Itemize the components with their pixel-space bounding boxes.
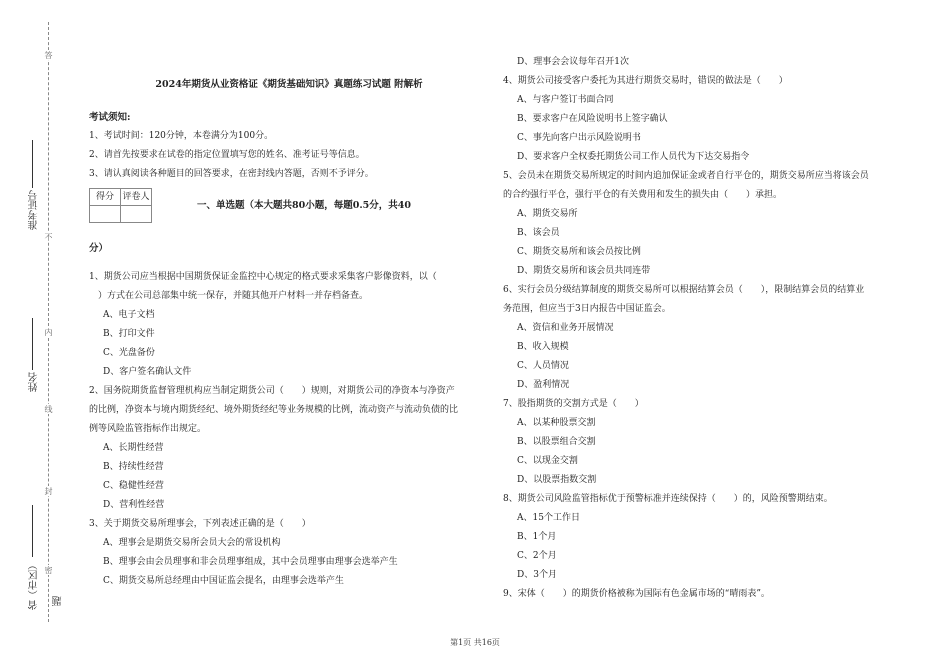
question-stem: 2、国务院期货监督管理机构应当制定期货公司（ ）规则，对期货公司的净资本与净资产 — [89, 386, 455, 396]
question-option: A、电子文档 — [103, 310, 155, 320]
question-stem: 7、股指期货的交割方式是（ ） — [503, 399, 644, 409]
question-item — [89, 515, 489, 591]
question-option: D、客户签名确认文件 — [103, 367, 192, 377]
question-option: C、期货交易所和该会员按比例 — [517, 247, 641, 257]
question-stem: 5、会员未在期货交易所规定的时间内追加保证金或者自行平仓的，期货交易所应当将该会员 — [503, 171, 869, 181]
province-underline — [32, 505, 33, 557]
name-label: 姓名 — [29, 372, 40, 392]
question-option: C、稳健性经营 — [103, 481, 164, 491]
question-item — [89, 382, 489, 515]
question-item — [503, 490, 913, 585]
question-stem: 务范围，但应当于3日内报告中国证监会。 — [503, 304, 671, 314]
seal-mark-ti: 题 — [53, 596, 64, 606]
question-item — [503, 72, 913, 167]
grader-cell-blank — [121, 206, 152, 223]
question-option: A、期货交易所 — [517, 209, 578, 219]
grader-cell-label: 评卷人 — [121, 189, 152, 206]
question-stem: 9、宋体（ ）的期货价格被称为国际有色金属市场的“晴雨表”。 — [503, 589, 770, 599]
question-option: B、以股票组合交割 — [517, 437, 596, 447]
question-option: C、期货交易所总经理由中国证监会提名，由理事会选举产生 — [103, 576, 344, 586]
question-stem: 的合约强行平仓，强行平仓的有关费用和发生的损失由（ ）承担。 — [503, 190, 783, 200]
question-option: C、事先向客户出示风险说明书 — [517, 133, 641, 143]
notice-item: 2、请首先按要求在试卷的指定位置填写您的姓名、准考证号等信息。 — [89, 150, 365, 160]
left-question-list — [89, 268, 489, 591]
question-stem: 4、期货公司接受客户委托为其进行期货交易时，错误的做法是（ ） — [503, 76, 788, 86]
province-label: 省（市区） — [29, 560, 40, 610]
question-item — [503, 281, 913, 395]
question-stem: 8、期货公司风险监管指标优于预警标准并连续保持（ ）的，风险预警期结束。 — [503, 494, 833, 504]
document-title: 2024年期货从业资格证《期货基础知识》真题练习试题 附解析 — [155, 79, 423, 90]
question-option: A、理事会是期货交易所会员大会的常设机构 — [103, 538, 281, 548]
seal-mark-nei: 内 — [44, 328, 53, 336]
section-title: 一、单选题（本大题共80小题，每题0.5分，共40 — [197, 200, 411, 211]
question-option: D、要求客户全权委托期货公司工作人员代为下达交易指令 — [517, 152, 750, 162]
notice-heading: 考试须知: — [89, 112, 131, 123]
seal-mark-xian: 线 — [44, 405, 53, 413]
question-option: D、理事会会议每年召开1次 — [517, 57, 629, 67]
seal-mark-mi: 密 — [44, 566, 53, 574]
question-option: B、该会员 — [517, 228, 560, 238]
score-cell-blank — [90, 206, 121, 223]
question-option: B、打印文件 — [103, 329, 155, 339]
section-title-continued: 分） — [89, 243, 109, 254]
question-option: D、以股票指数交割 — [517, 475, 597, 485]
question-option: B、理事会由会员理事和非会员理事组成，其中会员理事由理事会选举产生 — [103, 557, 398, 567]
seal-mark-feng: 封 — [44, 487, 53, 495]
binding-margin — [0, 0, 70, 671]
question-stem: 1、期货公司应当根据中国期货保证金监控中心规定的格式要求采集客户影像资料，以（ — [89, 272, 437, 282]
question-option: A、15个工作日 — [517, 513, 580, 523]
score-area — [89, 188, 489, 223]
page-footer: 第1页 共16页 — [450, 638, 500, 647]
seal-dotted-line — [48, 22, 49, 622]
question-option: A、资信和业务开展情况 — [517, 323, 614, 333]
question-option: D、盈利情况 — [517, 380, 570, 390]
question-option: C、光盘备份 — [103, 348, 155, 358]
question-option: C、人员情况 — [517, 361, 569, 371]
right-question-list — [503, 72, 913, 604]
question-item — [503, 395, 913, 490]
question-option: A、以某种股票交割 — [517, 418, 596, 428]
question-option: D、营利性经营 — [103, 500, 165, 510]
seal-mark-bu: 不 — [44, 233, 53, 241]
question-option: D、期货交易所和该会员共同连带 — [517, 266, 651, 276]
score-table — [89, 188, 152, 223]
question-option: B、1个月 — [517, 532, 557, 542]
question-item — [89, 268, 489, 382]
question-stem: 6、实行会员分级结算制度的期货交易所可以根据结算会员（ ），限制结算会员的结算业 — [503, 285, 865, 295]
notice-item: 1、考试时间：120分钟，本卷满分为100分。 — [89, 131, 274, 141]
question-stem: ）方式在公司总部集中统一保存，并随其他开户材料一并存档备查。 — [89, 291, 369, 301]
question-stem: 3、关于期货交易所理事会，下列表述正确的是（ ） — [89, 519, 311, 529]
question-option: B、持续性经营 — [103, 462, 164, 472]
question-option: C、2个月 — [517, 551, 557, 561]
question-option: D、3个月 — [517, 570, 557, 580]
right-column — [503, 53, 913, 604]
left-column — [89, 70, 489, 591]
question-stem: 例等风险监管指标作出规定。 — [89, 424, 207, 434]
question-item — [503, 167, 913, 281]
question-stem: 的比例，净资本与境内期货经纪、境外期货经纪等业务规模的比例，流动资产与流动负债的比 — [89, 405, 459, 415]
name-underline — [32, 318, 33, 370]
score-cell-label: 得分 — [90, 189, 121, 206]
exam-id-underline — [32, 140, 33, 188]
notice-item: 3、请认真阅读各种题目的回答要求，在密封线内答题，否则不予评分。 — [89, 169, 374, 179]
question-option: B、收入规模 — [517, 342, 569, 352]
question-option: B、要求客户在风险说明书上签字确认 — [517, 114, 668, 124]
seal-mark-da: 答 — [44, 51, 53, 59]
question-option: A、长期性经营 — [103, 443, 164, 453]
exam-id-label: 准考证号 — [29, 190, 40, 230]
question-item — [503, 585, 913, 604]
question-option: C、以现金交割 — [517, 456, 578, 466]
question-option: A、与客户签订书面合同 — [517, 95, 614, 105]
